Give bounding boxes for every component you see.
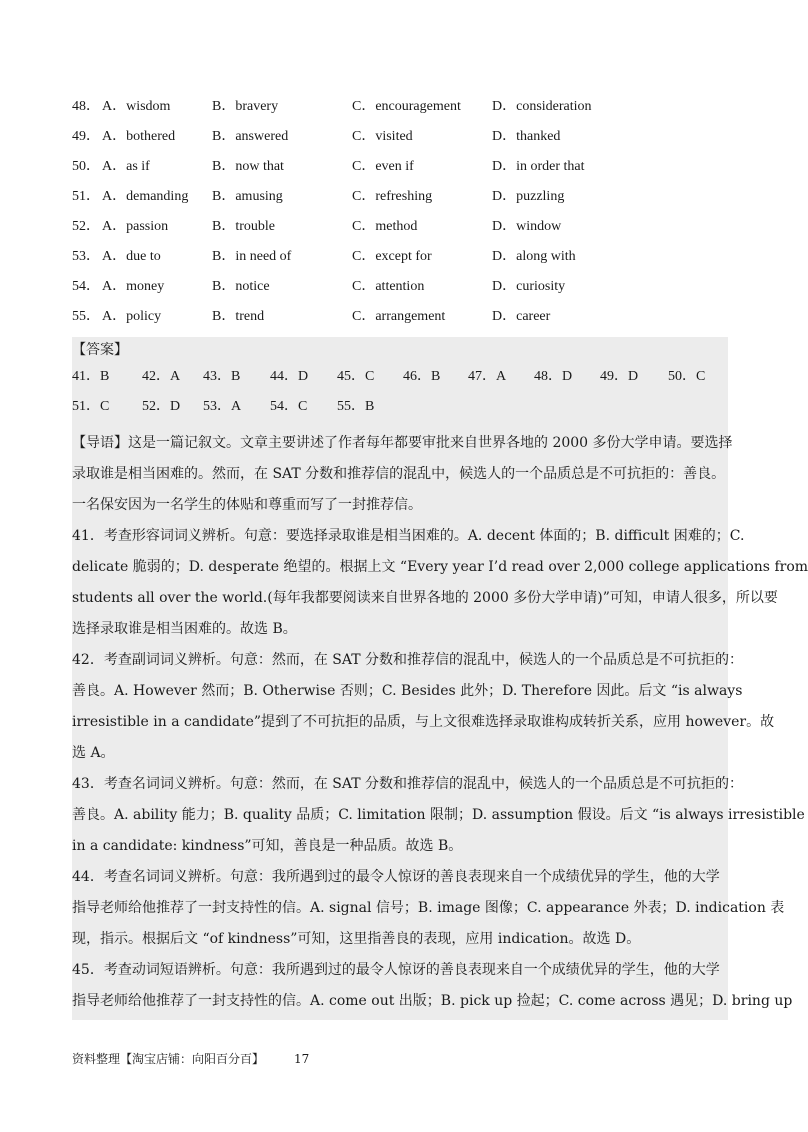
- option-b: B．amusing: [212, 189, 283, 204]
- text-line: 42．考查副词词义辨析。句意：然而，在 SAT 分数和推荐信的混乱中，候选人的一个品质总是不可抗拒的：: [72, 652, 743, 668]
- text-line: 指导老师给他推荐了一封支持性的信。A. come out 出版；B. pick up 捡起；C. come across 遇见；D. bring up: [72, 993, 793, 1009]
- option-c: C．encouragement: [352, 99, 461, 114]
- text-line: 善良。A. However 然而；B. Otherwise 否则；C. Besides 此外；D. Therefore 因此。后文 “is always: [72, 683, 743, 699]
- option-row: [72, 246, 732, 276]
- option-c: C．refreshing: [352, 189, 433, 204]
- page-footer: [72, 1050, 309, 1068]
- option-c: C．except for: [352, 249, 432, 264]
- option-row: [72, 156, 732, 186]
- answer-key: 52．D: [142, 399, 181, 414]
- explanation-paragraph: [72, 645, 775, 769]
- option-b: B．answered: [212, 129, 289, 144]
- option-d: D．in order that: [492, 159, 585, 174]
- explanation-paragraph: [72, 428, 733, 521]
- question-number: 54．: [72, 279, 100, 294]
- answer-key: 47．A: [468, 369, 507, 384]
- option-row: [72, 186, 732, 216]
- option-b: B．notice: [212, 279, 270, 294]
- option-c: C．visited: [352, 129, 413, 144]
- option-c: C．arrangement: [352, 309, 446, 324]
- text-line: 善良。A. ability 能力；B. quality 品质；C. limitation 限制；D. assumption 假设。后文 “is always irresistible: [72, 807, 805, 823]
- explanation-paragraph: [72, 955, 793, 1017]
- option-a: A．due to: [102, 249, 161, 264]
- text-line: 【导语】这是一篇记叙文。文章主要讲述了作者每年都要审批来自世界各地的 2000 多份大学申请。要选择: [72, 435, 733, 451]
- text-line: 41．考查形容词词义辨析。句意：要选择录取谁是相当困难的。A. decent 体面的；B. difficult 困难的；C.: [72, 528, 745, 544]
- explanation-paragraph: [72, 769, 805, 862]
- option-row: [72, 306, 732, 336]
- option-d: D．along with: [492, 249, 576, 264]
- option-c: C．even if: [352, 159, 414, 174]
- question-number: 52．: [72, 219, 100, 234]
- option-c: C．method: [352, 219, 418, 234]
- option-row: [72, 276, 732, 306]
- option-a: A．wisdom: [102, 99, 171, 114]
- text-line: students all over the world.(每年我都要阅读来自世界各地的 2000 多份大学申请)”可知，申请人很多，所以要: [72, 590, 778, 606]
- options-list: [72, 96, 732, 336]
- option-b: B．in need of: [212, 249, 292, 264]
- option-a: A．policy: [102, 309, 162, 324]
- text-line: in a candidate: kindness”可知，善良是一种品质。故选 B。: [72, 838, 463, 854]
- answer-key: 43．B: [203, 369, 241, 384]
- option-d: D．curiosity: [492, 279, 566, 294]
- answer-key: 41．B: [72, 369, 110, 384]
- text-line: 现，指示。根据后文 “of kindness”可知，这里指善良的表现，应用 indication。故选 D。: [72, 931, 641, 947]
- option-d: D．thanked: [492, 129, 561, 144]
- option-a: A．bothered: [102, 129, 176, 144]
- text-line: 44．考查名词词义辨析。句意：我所遇到过的最令人惊讶的善良表现来自一个成绩优异的学生，他的大学: [72, 869, 720, 885]
- option-d: D．puzzling: [492, 189, 565, 204]
- option-a: A．passion: [102, 219, 169, 234]
- answer-heading: 【答案】: [72, 342, 128, 358]
- option-row: [72, 216, 732, 246]
- explanation-paragraph: [72, 521, 808, 645]
- text-line: irresistible in a candidate”提到了不可抗拒的品质，与上文很难选择录取谁构成转折关系，应用 however。故: [72, 714, 775, 730]
- text-line: 录取谁是相当困难的。然而，在 SAT 分数和推荐信的混乱中，候选人的一个品质总是不可抗拒的：善良。: [72, 466, 726, 482]
- footer-source: 资料整理【淘宝店铺：向阳百分百】: [72, 1052, 265, 1066]
- question-number: 55．: [72, 309, 100, 324]
- answer-key-list: [72, 366, 728, 426]
- answer-key: 42．A: [142, 369, 181, 384]
- text-line: 选 A。: [72, 745, 115, 761]
- question-number: 51．: [72, 189, 100, 204]
- answer-key-row: [72, 366, 728, 396]
- option-a: A．money: [102, 279, 165, 294]
- option-b: B．now that: [212, 159, 284, 174]
- answer-key: 48．D: [534, 369, 573, 384]
- answer-key: 49．D: [600, 369, 639, 384]
- text-line: 45．考查动词短语辨析。句意：我所遇到过的最令人惊讶的善良表现来自一个成绩优异的学生，他的大学: [72, 962, 720, 978]
- option-b: B．trouble: [212, 219, 275, 234]
- question-number: 53．: [72, 249, 100, 264]
- text-line: delicate 脆弱的；D. desperate 绝望的。根据上文 “Every year I’d read over 2,000 college applications from: [72, 559, 808, 575]
- option-a: A．as if: [102, 159, 150, 174]
- text-line: 43．考查名词词义辨析。句意：然而，在 SAT 分数和推荐信的混乱中，候选人的一个品质总是不可抗拒的：: [72, 776, 743, 792]
- answer-key: 53．A: [203, 399, 242, 414]
- text-line: 一名保安因为一名学生的体贴和尊重而写了一封推荐信。: [72, 497, 422, 513]
- question-number: 50．: [72, 159, 100, 174]
- answer-key-row: [72, 396, 728, 426]
- option-d: D．career: [492, 309, 551, 324]
- question-number: 48．: [72, 99, 100, 114]
- answer-key: 45．C: [337, 369, 375, 384]
- answer-key: 44．D: [270, 369, 309, 384]
- answer-key: 55．B: [337, 399, 375, 414]
- answer-key: 54．C: [270, 399, 308, 414]
- option-row: [72, 96, 732, 126]
- answer-key: 50．C: [668, 369, 706, 384]
- option-b: B．bravery: [212, 99, 279, 114]
- text-line: 指导老师给他推荐了一封支持性的信。A. signal 信号；B. image 图像；C. appearance 外表；D. indication 表: [72, 900, 785, 916]
- option-d: D．window: [492, 219, 562, 234]
- page-number: 17: [294, 1052, 310, 1066]
- question-number: 49．: [72, 129, 100, 144]
- explanation-paragraph: [72, 862, 785, 955]
- option-a: A．demanding: [102, 189, 189, 204]
- option-c: C．attention: [352, 279, 425, 294]
- option-b: B．trend: [212, 309, 265, 324]
- option-d: D．consideration: [492, 99, 592, 114]
- text-line: 选择录取谁是相当困难的。故选 B。: [72, 621, 297, 637]
- answer-key: 51．C: [72, 399, 110, 414]
- answer-key: 46．B: [403, 369, 441, 384]
- option-row: [72, 126, 732, 156]
